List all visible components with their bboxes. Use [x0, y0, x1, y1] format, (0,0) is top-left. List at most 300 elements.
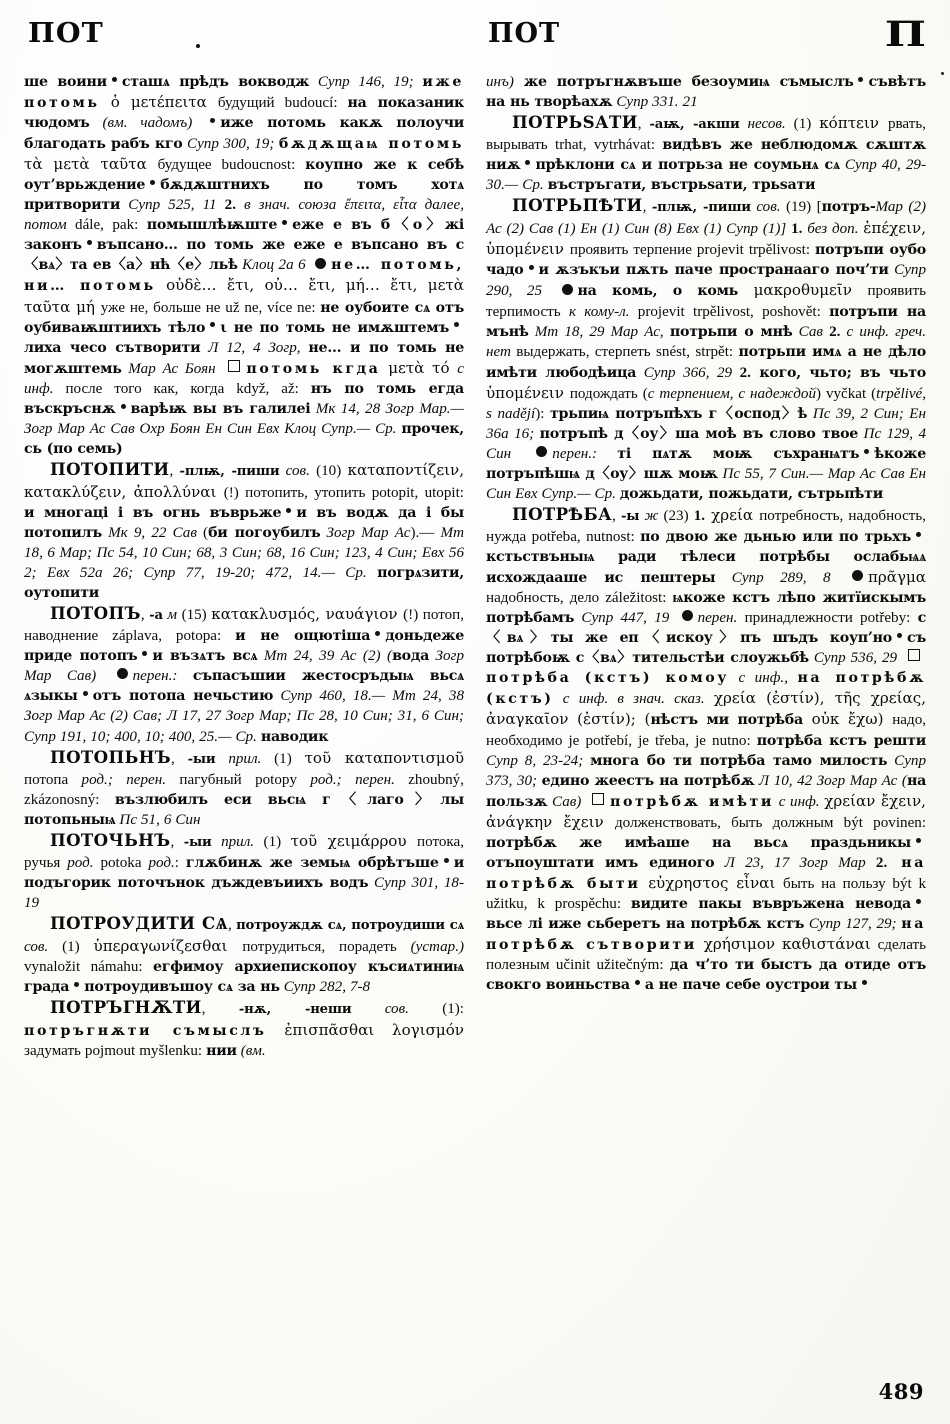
- text-run-ru: :: [174, 854, 186, 871]
- text-run-ocs-sp: потомь кгда: [246, 360, 381, 377]
- text-run-b: 1.: [791, 221, 803, 238]
- text-run-src: Супр 366, 29: [636, 364, 740, 381]
- text-run-it: перен.:: [552, 445, 618, 462]
- text-run-it: сов.: [279, 462, 310, 479]
- text-run-ru: (1): [48, 938, 94, 955]
- text-run-ru: (1): [261, 750, 305, 767]
- text-run-it: с инф.,: [729, 670, 798, 687]
- separator-dot: [525, 160, 530, 165]
- column-left: [24, 72, 464, 1061]
- text-run-ocs: кого, чьто; въ чьто: [750, 364, 926, 381]
- text-run-hw: ПОТОПИТИ: [50, 458, 170, 479]
- text-run-it: (вм.: [236, 1043, 266, 1060]
- text-run-ocs: трьпиѩ потръпѣхъ г〈оспод〉ѣ: [550, 405, 808, 422]
- text-run-src: Супр 146, 19;: [309, 74, 423, 90]
- text-run-b: 2.: [224, 197, 236, 214]
- separator-dot: [210, 322, 215, 327]
- text-run-ru: (15): [177, 607, 212, 624]
- text-run-cz: potřeba, nutnost: [531, 529, 631, 546]
- text-run-ocs: съвѣтъ на нь творѣахѫ: [486, 74, 926, 111]
- text-run-ru: :: [662, 590, 673, 607]
- text-run-cz: zhoubný, zkázonosný: [24, 771, 464, 808]
- text-run-b: 1.: [693, 507, 706, 524]
- text-run-it: trpělivé, s nadějí: [486, 385, 927, 422]
- text-run-cz: už ne, více ne: [225, 299, 312, 316]
- text-run-gr: εὐχρηστος εἶναι: [640, 873, 784, 892]
- separator-dot: [74, 982, 79, 987]
- text-run-gr: πρᾶγμα: [867, 568, 926, 587]
- text-run-gram: -нѫ, -неши: [238, 1002, 352, 1018]
- text-run-ru: :: [291, 157, 306, 174]
- text-run-it: с инф. греч. нет: [486, 323, 926, 360]
- text-run-ru: :: [659, 957, 670, 974]
- text-run-ocs: видите пакы въвръжена невода: [630, 895, 911, 912]
- text-run-src: Супр 289, 8: [715, 570, 847, 587]
- text-run-hw: ПОТОЧЬНЪ: [50, 829, 171, 850]
- text-run-ru: после того как, когда: [65, 380, 237, 397]
- text-run-ru: :: [650, 137, 663, 154]
- text-run-ocs-sp: иже потомь: [24, 74, 464, 112]
- running-head: [0, 14, 950, 60]
- dictionary-entry: [24, 603, 464, 746]
- text-run-ocs: вода: [392, 648, 430, 665]
- text-run-cz: potopy: [255, 771, 311, 788]
- dictionary-entry: [24, 747, 464, 830]
- text-run-gr: τὰ μετὰ ταῦτα: [24, 155, 158, 174]
- text-run-ocs: съ потрѣбоѭ с〈вѧ〉тительстѣи слоужьбѣ: [486, 630, 926, 667]
- separator-dot: [897, 633, 902, 638]
- text-run-ocs: вьсе лі иже сьберетъ на потрѣбѫ кстъ: [486, 915, 805, 932]
- text-run-ru: ,: [228, 916, 237, 933]
- text-run-ocs: не оубоите сѧ отъ оубиваѭштиихъ тѣло: [24, 299, 465, 336]
- text-run-it: род.: [67, 854, 101, 871]
- dictionary-entry: [24, 830, 464, 913]
- ink-speck-2: [941, 72, 944, 75]
- text-run-ru: ,: [642, 199, 652, 216]
- separator-dot: [142, 651, 147, 656]
- page-number: 489: [878, 1379, 924, 1404]
- text-run-src: Мт 24, 39 Ас (2) (: [257, 648, 393, 665]
- text-run-gram: -плѭ, -пиши: [179, 463, 280, 479]
- text-run-ru: :: [294, 380, 311, 397]
- text-run-ocs: и не ощютіша: [235, 628, 371, 645]
- text-run-ocs: и възѧтъ всѧ: [152, 648, 258, 665]
- text-run-hw: ПОТОПЪ: [50, 603, 141, 624]
- text-run-ocs: бѫдѫштнихъ по томъ хотѧ притворити: [24, 177, 464, 214]
- text-run-cz: potoka: [100, 854, 149, 871]
- text-run-ocs: на комь, о комь: [577, 283, 739, 300]
- text-run-src: Супр 127, 29;: [804, 915, 902, 932]
- text-run-ru: сделать полезным: [486, 936, 926, 974]
- entry-continuation: [24, 72, 464, 459]
- text-run-ocs: погрѧзити, оутопити: [24, 565, 464, 602]
- text-run-cz: dále, pak: [75, 217, 135, 234]
- text-run-hw: ПОТРѢБА: [512, 503, 613, 524]
- text-run-ocs: едино жеестъ на потрѣбѫ: [541, 772, 755, 789]
- text-run-ocs: прѣклони сѧ и потрьза не соумьнѧ сѧ: [535, 157, 840, 174]
- separator-dot: [121, 404, 126, 409]
- text-run-cz: záležitost: [605, 590, 663, 607]
- text-run-ru: (!) потопить, утопить: [223, 484, 372, 501]
- text-run-ocs: нии: [206, 1043, 237, 1060]
- text-run-gram: потроуждѫ сѧ, потроудиши сѧ: [236, 917, 464, 933]
- text-run-src: Зогр Мар Ас: [320, 525, 411, 542]
- text-run-ru: ,: [169, 462, 180, 479]
- dictionary-entry: [24, 997, 464, 1061]
- text-run-ru: (23): [658, 507, 694, 524]
- text-run-src: Пс 51, 6 Син: [115, 811, 201, 828]
- text-run-it: перен.: [697, 610, 738, 627]
- text-run-src: Супр 300, 19;: [182, 136, 279, 153]
- text-run-cz: potřeby: [860, 610, 907, 627]
- phrase-marker-open-square: [908, 649, 920, 661]
- text-run-ocs: с〈вѧ〉ты же еп〈искоу〉пъ шъдъ коуп’но: [486, 610, 926, 647]
- text-run-ru: долженствовать, быть должным: [614, 814, 844, 831]
- text-run-ocs: и подъгорик поточънок дъждевъиихъ водъ: [24, 854, 464, 891]
- text-run-ocs: въпсано… по томь же еже е въпсано въ с〈вѧ〉та ев〈а〉нћ〈е〉льѣ: [24, 237, 464, 274]
- text-run-ru: потрудиться, порадеть: [242, 938, 411, 955]
- text-run-src: Супр 8, 23-24;: [486, 752, 591, 769]
- text-run-ocs: варѣѭ вы въ галилеі: [130, 400, 311, 417]
- text-run-ocs: ше воини: [24, 74, 107, 90]
- text-run-cz: budoucí: [284, 95, 334, 112]
- text-run-ocs: потрѣба кстъ решти: [756, 732, 926, 749]
- text-run-gram: -ыи: [187, 751, 216, 767]
- text-run-ru: :: [630, 529, 641, 546]
- text-run-ocs: потръпѣ д〈оу〉ша моѣ въ слово твое: [539, 425, 859, 442]
- text-run-gram: -аѭ, -акши: [649, 117, 740, 133]
- text-run-ru: рвать, вырывать: [486, 116, 926, 154]
- text-run-cz: vyčkat (: [825, 385, 877, 402]
- text-run-src: Мар Ас Боян: [121, 360, 223, 377]
- text-run-ru: ,: [201, 1001, 239, 1018]
- text-run-hw: ПОТРЪГНѪТИ: [50, 997, 202, 1018]
- text-run-ocs: помышлѣѭште: [146, 217, 278, 234]
- text-run-it: с терпением, с надеждой: [647, 385, 816, 402]
- text-run-src: Супр 447, 19: [574, 610, 677, 627]
- text-run-src: Супр 301, 18-19: [24, 874, 464, 911]
- separator-dot: [858, 77, 863, 82]
- text-run-ru: :: [728, 343, 739, 360]
- text-run-src: Мт 18, 6 Мар; Пс 54, 10 Син; 68, 3 Син; 68, 16 Син; 123, 4 Син; Евх 56 2; Евх 52а 26; Супр 77, 19-20; 472, 14.— Ср.: [24, 525, 464, 582]
- text-run-hw: ПОТОПЬНЪ: [50, 746, 172, 767]
- text-run-ru: ,: [140, 607, 150, 624]
- text-run-ocs: и ѫзъкъи пѫть паче пространааго поч’ти: [538, 262, 889, 279]
- text-run-src: Л 12, 4 Зогр,: [200, 339, 309, 356]
- text-run-it: без доп.: [802, 221, 864, 238]
- text-run-ocs: ѣкоже потръпѣшѩ д〈оу〉шѫ моѭ: [486, 445, 926, 482]
- text-run-src: Л 23, 17 Зогр Мар: [714, 854, 876, 871]
- text-run-it: прил.: [215, 750, 262, 767]
- sense-marker-filled-circle: [117, 668, 128, 679]
- text-run-cz: když, až: [236, 380, 295, 397]
- text-run-ru: будущее: [157, 157, 222, 174]
- text-run-gr: χρεία (ἐστίν), τῆς χρείας, ἀναγκαῖον (ἐστίν); (: [486, 689, 926, 729]
- text-run-ru: ,: [170, 833, 184, 850]
- text-run-ocs: съпасъшии жестосръдыѩ вьсѧ ѧзыкы: [24, 668, 464, 705]
- text-run-cz: projevit trpělivost: [696, 242, 806, 259]
- text-run-gr: μακροθυμεῖν: [738, 281, 868, 300]
- text-run-src: Сав): [547, 793, 586, 810]
- separator-dot: [635, 980, 640, 985]
- text-run-gr: κατακλυσμός, ναυάγιον: [211, 605, 404, 624]
- text-run-ocs: потрьпи о мнѣ: [669, 323, 793, 340]
- text-run-cz: snést, strpět: [656, 343, 729, 360]
- text-run-ocs: отъпоуштати имъ единого: [486, 854, 715, 871]
- text-run-src: Супр 290, 25: [486, 262, 926, 300]
- sense-marker-filled-circle: [536, 446, 547, 457]
- text-run-it: м: [162, 607, 178, 624]
- text-run-ocs: въстръгати, въстрьѕати, трьѕати: [547, 177, 816, 194]
- text-run-ru: :: [311, 299, 321, 316]
- text-run-ru: :: [138, 959, 154, 976]
- text-run-ocs: и въ водѫ да і бы потопилъ: [24, 504, 464, 542]
- column-right: [486, 72, 926, 995]
- text-run-ru: :: [197, 1043, 207, 1060]
- text-run-ru: ,: [171, 750, 188, 767]
- text-run-b: 2.: [829, 323, 841, 340]
- text-run-it: род.: [148, 854, 175, 871]
- text-run-ocs: а не паче себе оустрои ты: [644, 977, 857, 994]
- text-run-ocs: лиха чесо сътворити: [24, 339, 201, 356]
- phrase-marker-open-square: [592, 793, 604, 805]
- text-run-ocs-sp: не… потомь, ни… потомь: [24, 257, 464, 295]
- separator-dot: [916, 532, 921, 537]
- text-run-ocs: потроудивъшоу сѧ за нь: [84, 979, 280, 996]
- text-run-gr: ἐπέχειν, ὑπομένειν: [486, 219, 926, 259]
- text-run-ocs-sp: потрѣба (кстъ) комоу: [486, 670, 730, 687]
- text-run-src: Супр 331. 21: [612, 94, 698, 111]
- text-run-src: Мк 9, 22 Сав: [101, 525, 204, 542]
- running-head-letter: П: [884, 14, 926, 55]
- text-run-ru: быть на пользу: [783, 875, 893, 892]
- text-run-ocs: на пользѫ: [486, 772, 927, 810]
- text-run-src: Пс 55, 7 Син.— Мар Ас Сав Ен Син Евх Супр.— Ср.: [486, 465, 926, 502]
- text-run-gram: -плѭ, -пиши: [651, 200, 751, 216]
- text-run-it: ж: [639, 507, 659, 524]
- text-run-ocs: на показаник чюдомъ: [24, 95, 465, 132]
- text-run-ru: :: [906, 610, 918, 627]
- text-run-ru: (1):: [408, 1001, 464, 1018]
- text-run-ocs: наводик: [260, 728, 329, 745]
- text-run-ru: :: [816, 303, 830, 320]
- text-run-it: несов.: [739, 116, 786, 133]
- text-run-src: Сав: [792, 323, 830, 340]
- separator-dot: [454, 322, 459, 327]
- text-run-ru: :: [921, 814, 927, 831]
- text-run-it: (вм. чадомъ): [89, 115, 206, 132]
- text-run-ru: :: [95, 791, 115, 808]
- text-run-gr: τοῦ καταποντισμοῦ: [304, 748, 465, 767]
- separator-dot: [375, 631, 380, 636]
- text-run-it: к кому-л.: [568, 303, 638, 320]
- text-run-ocs: дожьдати, пожьдати, сътрьпѣти: [619, 485, 883, 502]
- text-run-ocs-sp: бѫдѫщаѩ потомь: [278, 136, 464, 153]
- text-run-gr: μετὰ τό: [380, 358, 458, 377]
- text-run-ocs: би погоубилъ: [208, 525, 321, 542]
- text-run-gr: οὐδὲ… ἔτι, οὐ… ἔτι, μή… ἔτι, μετὰ ταῦτα μή: [24, 276, 464, 316]
- text-run-ru: :: [616, 895, 631, 912]
- running-head-center: ПОТ: [488, 18, 561, 49]
- text-run-ru: потопа: [24, 771, 82, 788]
- text-run-ocs: потръ-: [821, 199, 876, 216]
- text-run-src: Л 10, 42 Зогр Мар Ас (: [754, 772, 907, 789]
- text-run-hw: ПОТРЬПѢТИ: [512, 195, 643, 216]
- text-run-ru: :: [746, 732, 757, 749]
- separator-dot: [210, 118, 215, 123]
- text-run-ocs: потрьпи имѧ а не дѣло имѣти любодѣица: [486, 343, 926, 381]
- text-run-src: Пс 39, 2 Син; Ен 36а 16;: [486, 405, 927, 442]
- text-run-src: Супр 460, 18.— Мт 24, 38 Зогр Мар Ас (2) Сав; Л 17, 27 Зогр Мар; Пс 28, 10 Син; 31, 6 Син; Супр 191, 10; 400, 10; 400, 25.— Ср.: [24, 688, 464, 745]
- separator-dot: [916, 838, 921, 843]
- text-run-cz: učinit užitečným: [555, 957, 660, 974]
- text-run-ru: ): [816, 385, 826, 402]
- separator-dot: [282, 220, 287, 225]
- text-run-ocs: ті пѧтѫ моѭ съхранѩтъ: [617, 445, 860, 462]
- text-run-ocs-sp: на потрѣбѫ сътворити: [486, 915, 927, 953]
- text-run-ocs: же потръгнѫвъше безоумиѩ съмыслъ: [513, 74, 854, 90]
- text-run-cz: trhat, vytrhávat: [555, 137, 651, 154]
- text-run-src: Супр 525, 11: [120, 197, 225, 214]
- text-run-ocs: възлюбилъ еси вьсѩ г〈лаго〉лы потопьныѩ: [24, 791, 464, 828]
- text-run-src: Мт 18, 29 Мар Ас,: [528, 323, 670, 340]
- text-run-ocs: коупно же к себѣ оут’врьждение: [24, 157, 464, 194]
- separator-dot: [862, 980, 867, 985]
- text-run-ocs-sp: потрѣбѫ имѣти: [609, 793, 775, 810]
- text-run-ru: :: [459, 484, 464, 501]
- text-run-gram: -ы: [620, 508, 640, 524]
- text-run-ocs: потрѣбѫ же имѣаше на вьсѧ праздьникы: [486, 834, 911, 851]
- text-run-it: род.; перен.: [81, 771, 166, 788]
- separator-dot: [916, 899, 921, 904]
- phrase-marker-open-square: [228, 360, 240, 372]
- text-run-gr: καταποντίζειν, κατακλύζειν, ἀπολλύναι: [24, 460, 465, 501]
- text-run-ocs: кстьствъныѩ ради тѣлеси потрѣбы ослабьѩѧ исхождааше ис пештеры: [486, 549, 926, 587]
- text-run-hw: ПОТРЬЅАТИ: [512, 112, 638, 133]
- text-run-it: сов.: [351, 1001, 409, 1018]
- text-run-ocs: многа бо ти потрѣба тамо милость: [590, 752, 888, 769]
- text-run-gram: -а: [149, 608, 163, 624]
- text-run-gr: χρήσιμον καθιστάναι: [696, 934, 878, 953]
- text-run-ocs: ѩкоже кстъ лѣпо житїискымъ потрѣбамъ: [486, 590, 926, 627]
- text-run-src: Мк 14, 28 Зогр Мар.— Зогр Мар Ас Сав Охр Боян Ен Син Евх Клоц Супр.— Ср.: [24, 400, 464, 437]
- text-run-ocs: нѣстъ ми потрѣба: [650, 712, 803, 729]
- text-run-ocs-sp: потръгнѫти съмыслъ: [24, 1023, 267, 1040]
- sense-marker-filled-circle: [315, 258, 326, 269]
- text-run-cz: pojmout myšlenku: [84, 1043, 198, 1060]
- text-run-cz: je potřebí, je třeba, je nutno: [568, 732, 747, 749]
- text-run-it: инъ): [486, 74, 514, 90]
- text-run-ru: выдержать, стерпеть: [516, 343, 657, 360]
- entry-continuation: [486, 72, 926, 112]
- text-run-ru: будущий: [217, 95, 285, 112]
- text-run-ocs: иже потомь какѫ полоучи благодать рабъ кго: [24, 115, 464, 153]
- text-run-src: Супр 373, 30;: [486, 752, 926, 789]
- text-run-it: с инф.: [774, 793, 825, 810]
- separator-dot: [83, 691, 88, 696]
- text-run-gr: χρείαν ἔχειν, ἀνάγκην ἔχειν: [486, 791, 926, 831]
- text-run-ru: надо, необходимо: [486, 712, 927, 749]
- text-run-ru: (!) потоп, наводнение: [24, 607, 465, 645]
- text-run-src: Супр 40, 29-30.— Ср.: [486, 157, 926, 194]
- text-run-ru: ,: [637, 116, 650, 133]
- dictionary-entry: [24, 913, 464, 997]
- text-run-cz: záplava, potopa: [112, 628, 217, 645]
- text-run-ru: уже не, больше не: [100, 299, 226, 316]
- text-run-it: сов.: [24, 938, 49, 955]
- text-run-ru: ).—: [410, 525, 441, 542]
- text-run-ocs: доньдеже приде потопъ: [24, 628, 464, 665]
- text-run-ru: проявить терпение: [569, 242, 697, 259]
- text-run-ocs: и многаці і въ огнь въврьже: [24, 504, 282, 521]
- text-run-gr: οὐκ ἔχω): [802, 710, 893, 729]
- text-run-ru: :: [134, 217, 147, 234]
- separator-dot: [112, 77, 117, 82]
- text-run-ru: (1): [254, 833, 291, 850]
- text-run-ru: (19) [: [780, 199, 822, 216]
- text-run-ru: (1): [785, 116, 820, 133]
- dictionary-entry: [486, 112, 926, 195]
- text-run-ru: потока, ручья: [24, 833, 464, 871]
- text-run-src: Супр 282, 7-8: [279, 979, 371, 996]
- text-run-it: (устар.): [410, 938, 464, 955]
- text-run-ru: :: [805, 242, 816, 259]
- text-run-b: 2.: [739, 364, 751, 381]
- text-run-ocs-sp: на потрѣбѫ быти: [486, 854, 926, 892]
- text-run-ocs: еже е въ б〈о〉жі законъ: [24, 217, 464, 254]
- text-run-ocs: глѫбинѫ же земьѩ обрѣтъше: [185, 854, 439, 871]
- text-run-ocs: по двою же дьнью или по трьхъ: [640, 529, 911, 546]
- text-run-it: сов.: [750, 199, 781, 216]
- text-run-ocs: сташѧ прѣдъ вокводж: [121, 74, 310, 90]
- text-run-it: в знач. союза ἔπειτα, εἶτα далее, потом: [24, 197, 464, 234]
- text-run-cz: vynaložit námahu: [24, 959, 139, 976]
- text-run-it: с инф. в знач. сказ.: [553, 691, 714, 708]
- text-run-ocs: да ч’то ти быстъ да отиде отъ свокго воиньства: [486, 957, 927, 994]
- text-run-gr: κόπτειν: [819, 114, 888, 133]
- sense-marker-filled-circle: [682, 610, 693, 621]
- text-run-ru: (: [203, 525, 209, 542]
- text-run-gr: ὑπεραγωνίζεσθαι: [93, 936, 243, 955]
- text-run-ru: :: [217, 628, 236, 645]
- text-run-ocs: егфимоу архиепископоу късиѧтиниѩ града: [24, 959, 464, 996]
- text-run-ocs: видѣвъ же неблюдомѫ сѫштѫ ниѫ: [486, 137, 926, 174]
- text-run-ocs: отъ потопа нечьстию: [92, 688, 274, 705]
- text-run-gram: -ыи: [183, 834, 212, 850]
- text-run-it: прил.: [211, 833, 255, 850]
- text-run-ru: задумать: [24, 1043, 85, 1060]
- text-run-cz: potopit, utopit: [371, 484, 460, 501]
- text-run-ocs: прочек, сь (по семь): [24, 420, 464, 457]
- sense-marker-filled-circle: [852, 570, 863, 581]
- text-run-src: Клоц 2а 6: [237, 257, 311, 274]
- text-run-src: Зогр Мар Сав): [24, 648, 464, 685]
- text-run-gr: χρεία: [705, 505, 760, 524]
- separator-dot: [864, 449, 869, 454]
- text-run-ru: пагубный: [166, 771, 256, 788]
- text-run-ocs: ι не по томь не имѫштемъ: [220, 319, 449, 336]
- text-run-gr: ὁ μετέπειτα: [99, 93, 218, 112]
- text-run-it: с инф.: [24, 360, 464, 397]
- dictionary-entry: [486, 504, 926, 995]
- text-run-ru: :: [333, 95, 348, 112]
- text-run-it: перен.:: [132, 668, 193, 685]
- text-run-gr: τοῦ χειμάρρου: [290, 831, 418, 850]
- text-run-cz: být povinen: [843, 814, 922, 831]
- text-run-ocs: нъ по томь егда въскръснѫ: [24, 380, 464, 417]
- text-run-ru: надобность, дело: [486, 590, 606, 607]
- text-run-ru: ):: [535, 405, 550, 422]
